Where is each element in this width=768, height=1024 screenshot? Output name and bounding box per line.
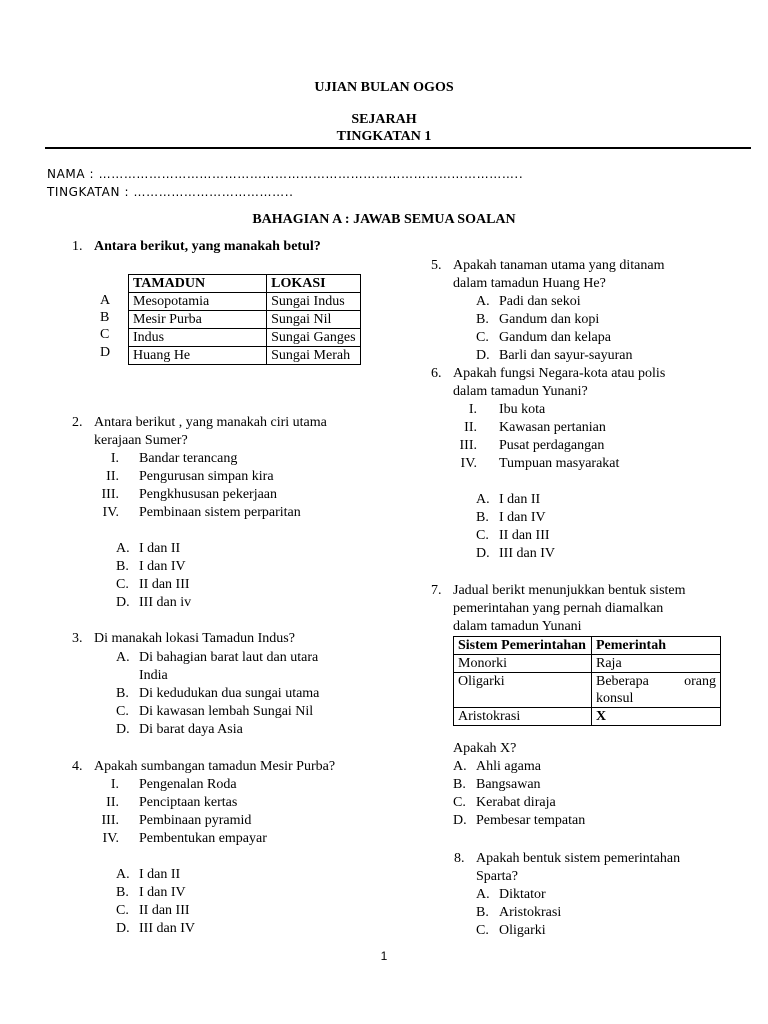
table-row: [129, 347, 361, 365]
option-text[interactable]: III dan IV: [139, 921, 195, 936]
option-letter: B.: [476, 312, 489, 327]
roman-numeral: III.: [459, 438, 477, 453]
statement-item: Penciptaan kertas: [139, 795, 238, 810]
table-cell: Sungai Ganges: [267, 329, 361, 347]
table-row: [454, 673, 721, 708]
roman-numeral: I.: [110, 777, 119, 792]
option-letter: A.: [476, 294, 490, 309]
statement-item: Ibu kota: [499, 402, 546, 417]
question-text: [453, 582, 721, 600]
roman-numeral: II.: [106, 469, 119, 484]
option-text-line: Di bahagian barat laut dan utara: [139, 650, 319, 665]
question-text-line: dalam tamadun Yunani?: [453, 384, 588, 399]
table-cell: Mesir Purba: [129, 311, 267, 329]
roman-numeral: II.: [464, 420, 477, 435]
option-letter: C.: [476, 330, 489, 345]
table-header: TAMADUN: [129, 275, 267, 293]
option-text[interactable]: Padi dan sekoi: [499, 294, 581, 309]
option-letter: C.: [116, 903, 129, 918]
option-text-line: India: [139, 668, 168, 683]
row-letter: A: [100, 293, 111, 308]
option-text[interactable]: I dan IV: [139, 559, 186, 574]
statement-item: Pengurusan simpan kira: [139, 469, 274, 484]
option-letter: D.: [116, 921, 130, 936]
option-text[interactable]: II dan III: [139, 577, 190, 592]
option-letter: D.: [116, 722, 130, 737]
question-number: 8.: [454, 851, 465, 866]
header-divider: [45, 147, 751, 149]
option-letter: A.: [476, 492, 490, 507]
option-letter: A.: [453, 759, 467, 774]
question-text-line: Antara berikut , yang manakah ciri utama: [94, 415, 327, 430]
question-text: [453, 365, 721, 383]
exam-title: UJIAN BULAN OGOS: [314, 80, 454, 95]
option-text[interactable]: Gandum dan kopi: [499, 312, 600, 327]
table-cell: Huang He: [129, 347, 267, 365]
option-text[interactable]: Aristokrasi: [499, 905, 562, 920]
roman-numeral: I.: [468, 402, 477, 417]
statement-item: Tumpuan masyarakat: [499, 456, 620, 471]
table-cell: Sungai Nil: [267, 311, 361, 329]
question-number: 5.: [431, 258, 442, 273]
question-number: 6.: [431, 366, 442, 381]
option-text[interactable]: Diktator: [499, 887, 546, 902]
table-row: [129, 329, 361, 347]
table-header: Pemerintah: [592, 637, 721, 655]
level-title: TINGKATAN 1: [336, 129, 432, 144]
question-text-line: Apakah fungsi Negara-kota atau polis: [453, 366, 666, 381]
option-text[interactable]: [139, 649, 361, 667]
statement-item: Kawasan pertanian: [499, 420, 606, 435]
option-letter: D.: [476, 546, 490, 561]
table-cell: X: [592, 708, 721, 726]
option-letter: B.: [476, 905, 489, 920]
table-row: [454, 708, 721, 726]
question-text-line: dalam tamadun Huang He?: [453, 276, 606, 291]
option-letter: A.: [476, 887, 490, 902]
table-header-row: [129, 275, 361, 293]
option-letter: D.: [453, 813, 467, 828]
question-text: Apakah sumbangan tamadun Mesir Purba?: [94, 759, 336, 774]
option-text[interactable]: II dan III: [499, 528, 550, 543]
question-number: 4.: [72, 759, 83, 774]
table-row: [129, 293, 361, 311]
statement-item: Pembinaan pyramid: [139, 813, 252, 828]
option-letter: A.: [116, 867, 130, 882]
question-text-line: kerajaan Sumer?: [94, 433, 188, 448]
option-text[interactable]: Di kedudukan dua sungai utama: [139, 686, 320, 701]
table-row: [129, 311, 361, 329]
option-text[interactable]: Barli dan sayur-sayuran: [499, 348, 633, 363]
table-cell: Indus: [129, 329, 267, 347]
question-prompt: Apakah X?: [453, 741, 517, 756]
option-letter: B.: [116, 885, 129, 900]
statement-item: Pengkhususan pekerjaan: [139, 487, 278, 502]
option-letter: C.: [476, 528, 489, 543]
tamadun-table: [128, 274, 361, 365]
option-letter: D.: [476, 348, 490, 363]
statement-item: Bandar terancang: [139, 451, 238, 466]
question-number: 7.: [431, 583, 442, 598]
row-letter: C: [100, 327, 110, 342]
question-number: 2.: [72, 415, 83, 430]
question-text: [453, 257, 721, 275]
option-letter: C.: [116, 577, 129, 592]
question-text-line: pemerintahan yang pernah diamalkan: [453, 601, 664, 616]
option-letter: B.: [116, 686, 129, 701]
option-letter: C.: [476, 923, 489, 938]
option-text[interactable]: Oligarki: [499, 923, 546, 938]
name-field[interactable]: NAMA : ………………………………………………………………………………………..: [47, 167, 524, 181]
question-text: Antara berikut, yang manakah betul?: [94, 239, 321, 254]
statement-item: Pengenalan Roda: [139, 777, 237, 792]
question-text: [476, 850, 721, 868]
option-letter: A.: [116, 541, 130, 556]
roman-numeral: III.: [101, 813, 119, 828]
option-text[interactable]: Ahli agama: [476, 759, 541, 774]
option-letter: B.: [476, 510, 489, 525]
option-letter: A.: [116, 650, 130, 665]
option-text[interactable]: III dan iv: [139, 595, 192, 610]
question-text: [94, 414, 361, 432]
statement-item: Pembinaan sistem perparitan: [139, 505, 301, 520]
roman-numeral: IV.: [102, 505, 119, 520]
option-text[interactable]: I dan II: [499, 492, 541, 507]
statement-item: Pusat perdagangan: [499, 438, 605, 453]
option-text[interactable]: III dan IV: [499, 546, 555, 561]
table-row: [454, 655, 721, 673]
roman-numeral: IV.: [102, 831, 119, 846]
table-header: Sistem Pemerintahan: [454, 637, 592, 655]
table-cell: Oligarki: [454, 673, 592, 708]
question-number: 3.: [72, 631, 83, 646]
roman-numeral: III.: [101, 487, 119, 502]
option-text[interactable]: I dan II: [139, 867, 181, 882]
option-text[interactable]: Pembesar tempatan: [476, 813, 586, 828]
pemerintahan-table: [453, 636, 721, 726]
option-text[interactable]: Gandum dan kelapa: [499, 330, 611, 345]
row-letter: B: [100, 310, 110, 325]
option-letter: B.: [116, 559, 129, 574]
section-title: BAHAGIAN A : JAWAB SEMUA SOALAN: [252, 212, 516, 227]
question-text: [453, 600, 721, 618]
table-cell: Mesopotamia: [129, 293, 267, 311]
page-number: 1: [380, 949, 388, 963]
option-text[interactable]: Di kawasan lembah Sungai Nil: [139, 704, 314, 719]
question-text-line: Apakah bentuk sistem pemerintahan: [476, 851, 681, 866]
table-cell: Aristokrasi: [454, 708, 592, 726]
statement-item: Pembentukan empayar: [139, 831, 267, 846]
option-text[interactable]: Bangsawan: [476, 777, 541, 792]
option-text[interactable]: Di barat daya Asia: [139, 722, 243, 737]
option-text[interactable]: Kerabat diraja: [476, 795, 556, 810]
table-cell: Sungai Merah: [267, 347, 361, 365]
question-text-line: dalam tamadun Yunani: [453, 619, 582, 634]
option-text[interactable]: II dan III: [139, 903, 190, 918]
question-text: Di manakah lokasi Tamadun Indus?: [94, 631, 295, 646]
table-cell: Beberapa orang konsul: [592, 673, 721, 708]
question-text-line: Apakah tanaman utama yang ditanam: [453, 258, 665, 273]
table-cell: Raja: [592, 655, 721, 673]
option-text[interactable]: I dan IV: [139, 885, 186, 900]
roman-numeral: IV.: [460, 456, 477, 471]
roman-numeral: I.: [110, 451, 119, 466]
table-cell: Sungai Indus: [267, 293, 361, 311]
option-letter: C.: [453, 795, 466, 810]
question-number: 1.: [72, 239, 83, 254]
question-text-line: Sparta?: [476, 869, 518, 884]
option-text[interactable]: I dan II: [139, 541, 181, 556]
table-header: LOKASI: [267, 275, 361, 293]
roman-numeral: II.: [106, 795, 119, 810]
option-letter: D.: [116, 595, 130, 610]
option-text[interactable]: I dan IV: [499, 510, 546, 525]
table-cell: Monorki: [454, 655, 592, 673]
option-letter: B.: [453, 777, 466, 792]
option-letter: C.: [116, 704, 129, 719]
question-text-line: Jadual berikt menunjukkan bentuk sistem: [453, 583, 686, 598]
class-field[interactable]: TINGKATAN : ………………………………..: [47, 185, 294, 199]
row-letter: D: [100, 345, 111, 360]
subject-title: SEJARAH: [351, 112, 417, 127]
table-header-row: [454, 637, 721, 655]
